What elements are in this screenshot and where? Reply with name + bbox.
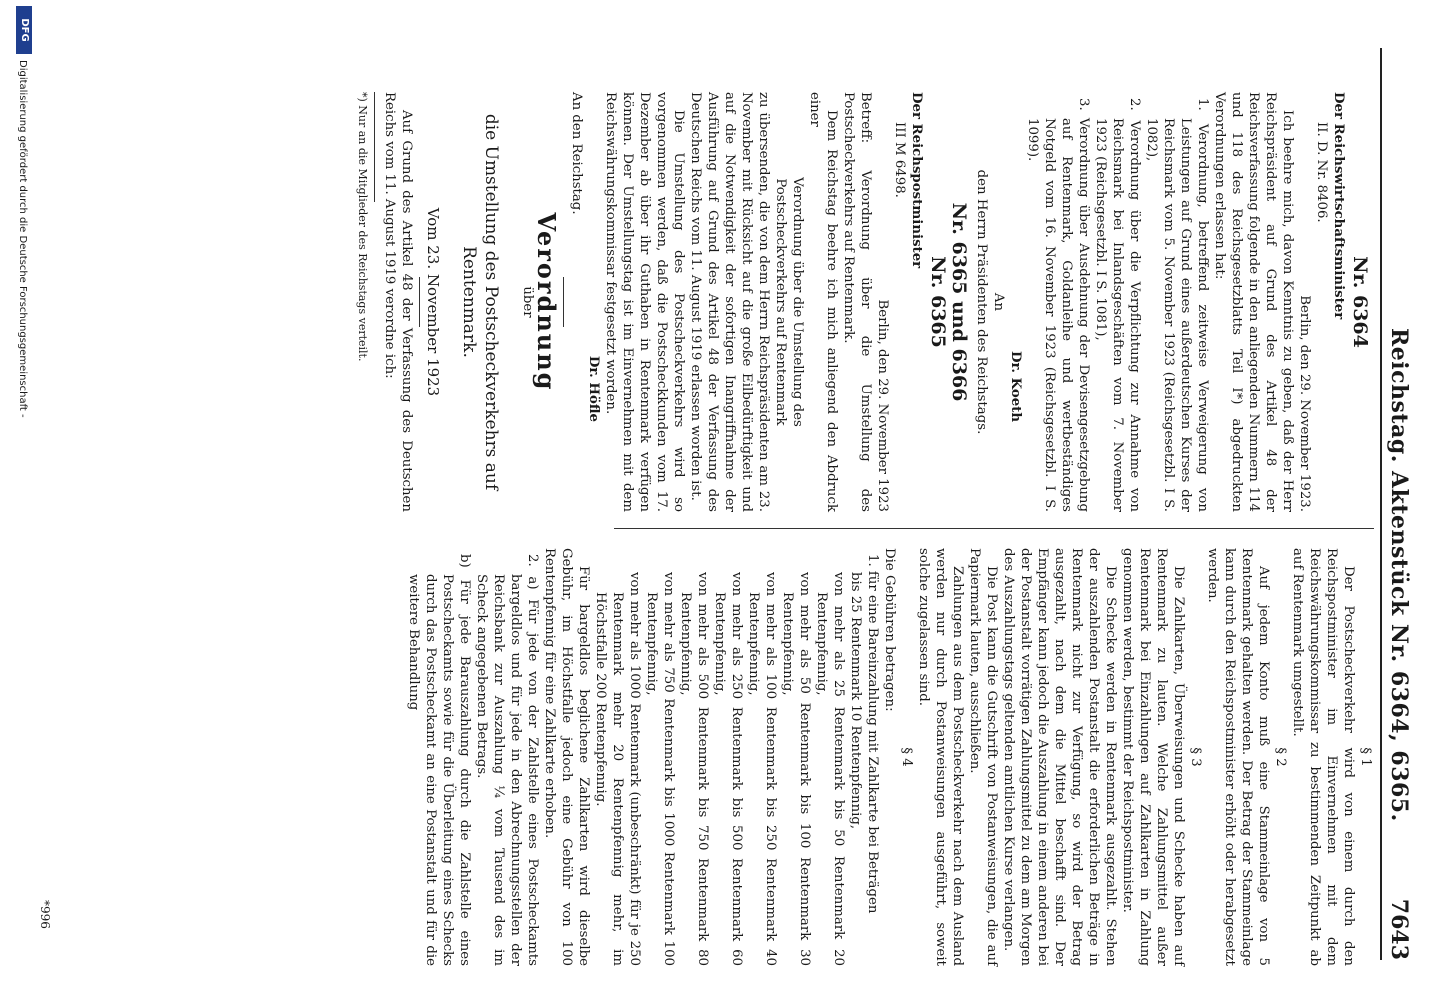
fee-item-1: 1. für eine Bareinzahlung mit Zahlkarte bei Beträgen xyxy=(865,554,880,914)
paragraph: Die Umstellung des Postscheckverkehrs wird so vorgenommen werden, daß die Postscheckkunden vom 17. Dezember ab über ihr Guthaben in Rentenmark verfügen können. Der Umstellungstag ist im Einvernehmen mit dem Reichswährungskommissar festgesetzt worden. xyxy=(603,92,686,512)
ordinance-date: Vom 23. November 1923 xyxy=(424,207,442,397)
section-4-heading: § 4 xyxy=(899,747,914,767)
intro-paragraph: Ich beehre mich, davon Kenntnis zu geben, daß der Herr Reichspräsident auf Grund des Artikel 48 der Reichsverfassung folgende in den anliegenden Nummern 114 und 118 des Reichsgesetzblatts Teil I*) abgedruckten Verordnungen erlassen hat: xyxy=(1212,92,1295,512)
heading-nr-6364: Nr. 6364 xyxy=(1349,256,1371,348)
page-number: 7643 xyxy=(1386,898,1412,960)
footer-number: *996 xyxy=(38,900,52,929)
subject-line: Betreff: Verordnung über die Umstellung des Postscheckverkehrs auf Rentenmark. xyxy=(841,92,873,512)
page-header xyxy=(1380,48,1412,960)
dfg-logo: DFG xyxy=(16,6,32,54)
addressee-an: An xyxy=(991,292,1006,312)
separator xyxy=(419,277,420,327)
section-3-heading: § 3 xyxy=(1188,747,1203,767)
footnote: *) Nur an die Mitglieder des Reichstags verteilt. xyxy=(356,92,369,362)
header-title: Reichstag. Aktenstück Nr. 6364, 6365. xyxy=(1386,328,1412,822)
ordinance-ueber: über xyxy=(520,286,535,318)
fee-row: von mehr als 100 Rentenmark bis 250 Rentenmark 40 Rentenpfennig, xyxy=(746,572,778,966)
section-3-paragraph: Zahlungen aus dem Postscheckverkehr nach dem Ausland werden nur durch Postanweisungen ausgeführt, soweit solche zugelassen sind. xyxy=(916,548,965,966)
fee-row: bis 25 Rentenmark 10 Rentenpfennig, xyxy=(848,572,863,830)
fee-row: von mehr als 250 Rentenmark bis 500 Rentenmark 60 Rentenpfennig, xyxy=(712,572,744,966)
section-2-text: Auf jedem Konto muß eine Stammeinlage von 5 Rentenmark gehalten werden. Der Betrag der Stammeinlage kann durch den Reichspostminister erhöht oder herabgesetzt werden. xyxy=(1205,548,1271,966)
ordinance-reference: Verordnung über die Umstellung des Postscheckverkehrs auf Rentenmark xyxy=(773,177,805,427)
sender-postminister: Der Reichspostminister xyxy=(909,92,924,269)
signature-koeth: Dr. Koeth xyxy=(1008,351,1023,422)
fee-paragraph: Für bargeldlos beglichene Zahlkarten wird dieselbe Gebühr, im Höchstfalle jedoch eine Gebühr von 100 Rentenpfennig für eine Zahlkarte erhoben. xyxy=(542,548,591,966)
ordinance-heading: Verordnung xyxy=(532,212,561,392)
column-divider xyxy=(614,528,1374,529)
right-column xyxy=(405,548,1374,966)
fee-row: von mehr als 50 Rentenmark bis 100 Rentenmark 30 Rentenpfennig, xyxy=(780,572,812,966)
section-3-paragraph: Die Zahlkarten, Überweisungen und Schecke haben auf Rentenmark zu lauten. Welche Zahlungsmittel außer Rentenmark bei Einzahlungen auf Zahlkarten in Zahlung genommen werden, bestimmt der Reichspostminister. xyxy=(1120,548,1186,966)
post-letter-date: Berlin, den 29. November 1923 xyxy=(875,299,890,512)
left-column xyxy=(354,92,1374,512)
section-4-intro: Die Gebühren betragen: xyxy=(882,548,897,712)
reference-number: II. D. Nr. 8406. xyxy=(1314,122,1329,223)
paragraph: zu übersenden, die von dem Herrn Reichspräsidenten am 23. November mit Rücksicht auf die große Eilbedürftigkeit und auf die Notwendigkeit der sofortigen Inangriffnahme der Ausführung auf Grund des Artikel 48 der Verfassung des Deutschen Reichs vom 11. August 1919 erlassen worden ist. xyxy=(688,92,771,512)
fee-item-2b: b) Für jede Barauszahlung durch die Zahlstelle eines Postscheckamts sowie für die Überleitung eines Schecks durch das Postscheckamt an eine Postanstalt und für die weitere Behandlung xyxy=(406,554,472,966)
section-2-heading: § 2 xyxy=(1273,747,1288,767)
fee-row: von mehr als 500 Rentenmark bis 750 Rentenmark 80 Rentenpfennig, xyxy=(678,572,710,966)
paragraph: Dem Reichstag beehre ich mich anliegend den Abdruck einer xyxy=(807,92,839,512)
heading-nr-6365-6366: Nr. 6365 und 6366 xyxy=(948,202,970,402)
section-1-text: Der Postscheckverkehr wird von einem durch den Reichspostminister im Einvernehmen mit dem Reichswährungskommissar zu bestimmenden Zeitpunkt ab auf Rentenmark umgestellt. xyxy=(1290,548,1356,966)
section-1-heading: § 1 xyxy=(1358,747,1373,767)
post-reference: III M 6498. xyxy=(892,122,907,198)
footnote-rule xyxy=(374,92,375,202)
sender-minister: Der Reichswirtschaftsminister xyxy=(1331,92,1346,320)
fee-row: von mehr als 1000 Rentenmark (unbeschränkt) für je 250 Rentenmark mehr 20 Rentenpfennig mehr, im Höchstfalle 200 Rentenpfennig. xyxy=(593,572,642,966)
section-3-paragraph: Die Schecke werden in Rentenmark ausgezahlt. Stehen der auszahlenden Postanstalt die erforderlichen Beträge in Rentenmark nicht zur Verfügung, so wird der Betrag ausgezahlt, nach dem die Mittel beschafft sind. Der Empfänger kann jedoch die Auszahlung in einem anderen bei der Postanstalt vorrätigen Zahlungsmittel zu dem am Morgen des Auszahlungstags geltenden amtlichen Kurse verlangen. xyxy=(1001,548,1118,966)
fee-row: von mehr als 750 Rentenmark bis 1000 Rentenmark 100 Rentenpfennig, xyxy=(644,572,676,966)
digitization-credit: Digitalisierung gefördert durch die Deutsche Forschungsgemeinschaft - xyxy=(17,60,28,418)
signature-hoefle: Dr. Höfle xyxy=(586,355,601,422)
separator xyxy=(563,277,564,327)
list-item: 2. Verordnung über die Verpflichtung zur Annahme von Reichsmark bei Inlandsgeschäften vom 7. November 1923 (Reichsgesetzbl. I S. 1081), xyxy=(1093,98,1142,512)
ordinance-intro: Auf Grund des Artikel 48 der Verfassung des Deutschen Reichs vom 11. August 1919 verordne ich: xyxy=(382,92,414,512)
addressee-reichstag: An den Reichstag. xyxy=(569,92,584,215)
list-item: 1. Verordnung, betreffend zeitweise Verweigerung von Leistungen auf Grund eines außerdeutschen Kurses der Reichsmark vom 5. November 1923 (Reichsgesetzbl. I S. 1082), xyxy=(1144,98,1210,512)
ordinance-title: die Umstellung des Postscheckverkehrs auf Rentenmark. xyxy=(459,113,501,491)
section-3-paragraph: Die Post kann die Gutschrift von Postanweisungen, die auf Papiermark lauten, ausschließen. xyxy=(967,548,999,966)
heading-nr-6365: Nr. 6365 xyxy=(927,256,949,348)
addressee-line: den Herrn Präsidenten des Reichstags. xyxy=(974,169,989,435)
fee-row: von mehr als 25 Rentenmark bis 50 Rentenmark 20 Rentenpfennig, xyxy=(814,572,846,966)
letter-date: Berlin, den 29. November 1923. xyxy=(1297,295,1312,512)
list-item: 3. Verordnung über Ausdehnung der Devisengesetzgebung auf Rentenmark, Goldanleihe und wertbeständiges Notgeld vom 16. November 1923 (Reichsgesetzbl. I S. 1099). xyxy=(1025,98,1091,512)
fee-item-2a: 2. a) Für jede von der Zahlstelle eines Postscheckamts bargeldlos und für jede in den Abrechnungsstellen der Reichsbank zur Auszahlung ¼ vom Tausend des im Scheck angegebenen Betrags. xyxy=(474,554,540,966)
